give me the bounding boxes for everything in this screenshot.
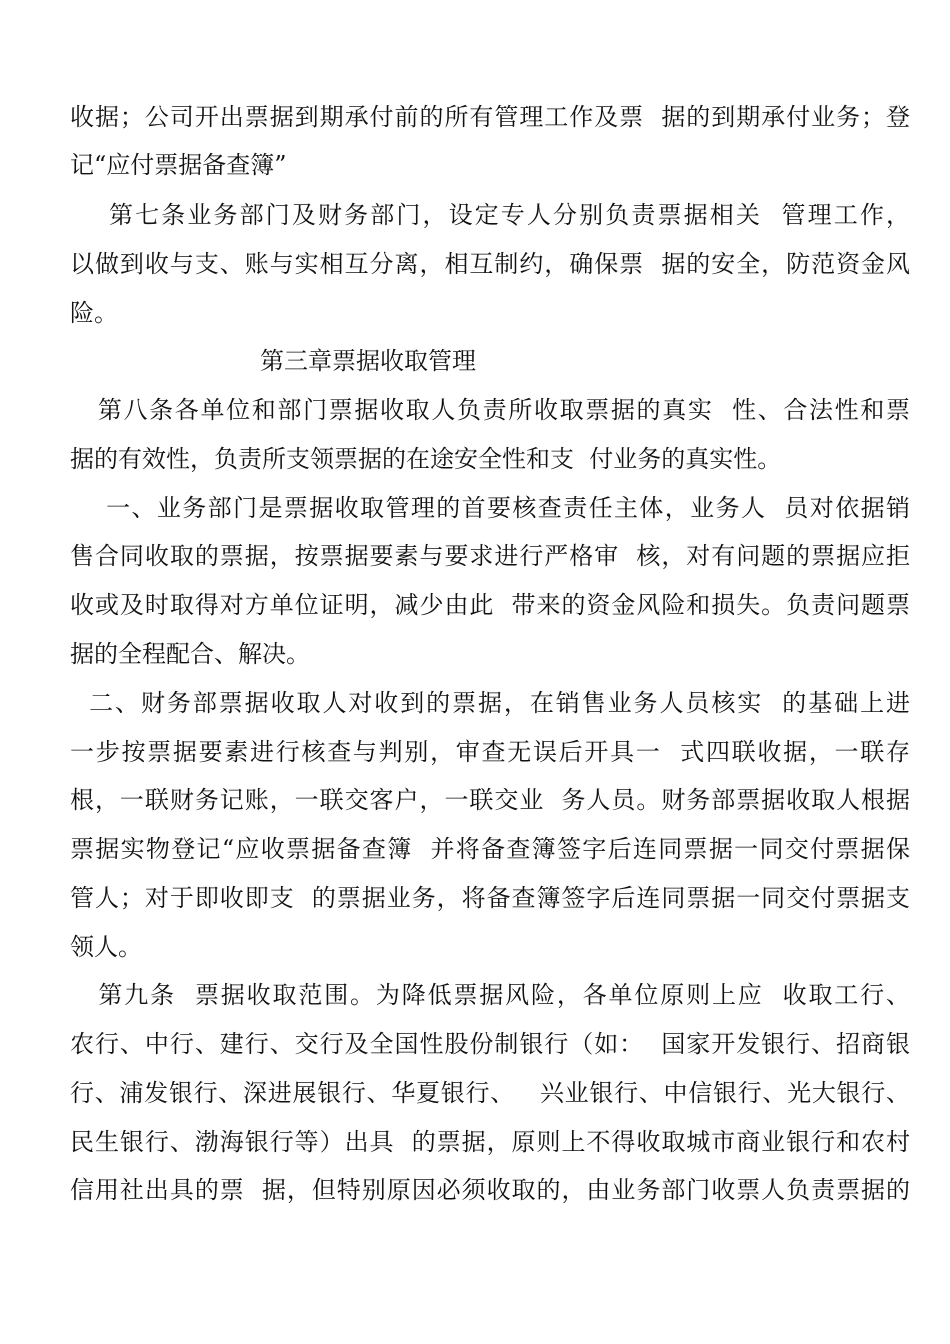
article-7-line: 以做到收与支、账与实相互分离，相互制约，确保票 据的安全，防范资金风 (70, 250, 910, 278)
paragraph-line: 记“应付票据备查簿” (70, 151, 287, 179)
article-7-line: 第七条业务部门及财务部门，设定专人分别负责票据相关 管理工作， (70, 201, 910, 229)
article-7-line: 险。 (70, 299, 118, 327)
chapter-heading: 第三章票据收取管理 (260, 347, 476, 375)
article-9-line: 第九条 票据收取范围。为降低票据风险，各单位原则上应 收取工行、 (70, 981, 910, 1009)
item-2-line: 领人。 (70, 933, 142, 961)
article-9-line: 信用社出具的票 据，但特别原因必须收取的，由业务部门收票人负责票据的 (70, 1176, 910, 1204)
item-1-line: 收或及时取得对方单位证明，减少由此 带来的资金风险和损失。负责问题票 (70, 591, 910, 619)
article-9-line: 民生银行、渤海银行等）出具 的票据，原则上不得收取城市商业银行和农村 (70, 1128, 910, 1156)
article-8-line: 第八条各单位和部门票据收取人负责所收取票据的真实 性、合法性和票 (70, 396, 910, 424)
item-2-line: 二、财务部票据收取人对收到的票据，在销售业务人员核实 的基础上进 (70, 689, 910, 717)
item-1-line: 据的全程配合、解决。 (70, 640, 310, 668)
article-9-line: 农行、中行、建行、交行及全国性股份制银行（如： 国家开发银行、招商银 (70, 1030, 910, 1058)
item-1-line: 售合同收取的票据，按票据要素与要求进行严格审 核，对有问题的票据应拒 (70, 542, 910, 570)
paragraph-line: 收据；公司开出票据到期承付前的所有管理工作及票 据的到期承付业务；登 (70, 103, 910, 131)
article-8-line: 据的有效性，负责所支领票据的在途安全性和支 付业务的真实性。 (70, 445, 782, 473)
item-2-line: 根，一联财务记账，一联交客户，一联交业 务人员。财务部票据收取人根据 (70, 786, 910, 814)
item-1-line: 一、业务部门是票据收取管理的首要核查责任主体，业务人 员对依据销 (70, 494, 910, 522)
article-9-line: 行、浦发银行、深进展银行、华夏银行、 兴业银行、中信银行、光大银行、 (70, 1079, 910, 1107)
item-2-line: 票据实物登记“应收票据备查簿 并将备查簿签字后连同票据一同交付票据保 (70, 835, 910, 863)
item-2-line: 一步按票据要素进行核查与判别，审查无误后开具一 式四联收据，一联存 (70, 738, 910, 766)
item-2-line: 管人；对于即收即支 的票据业务，将备查簿签字后连同票据一同交付票据支 (70, 884, 910, 912)
